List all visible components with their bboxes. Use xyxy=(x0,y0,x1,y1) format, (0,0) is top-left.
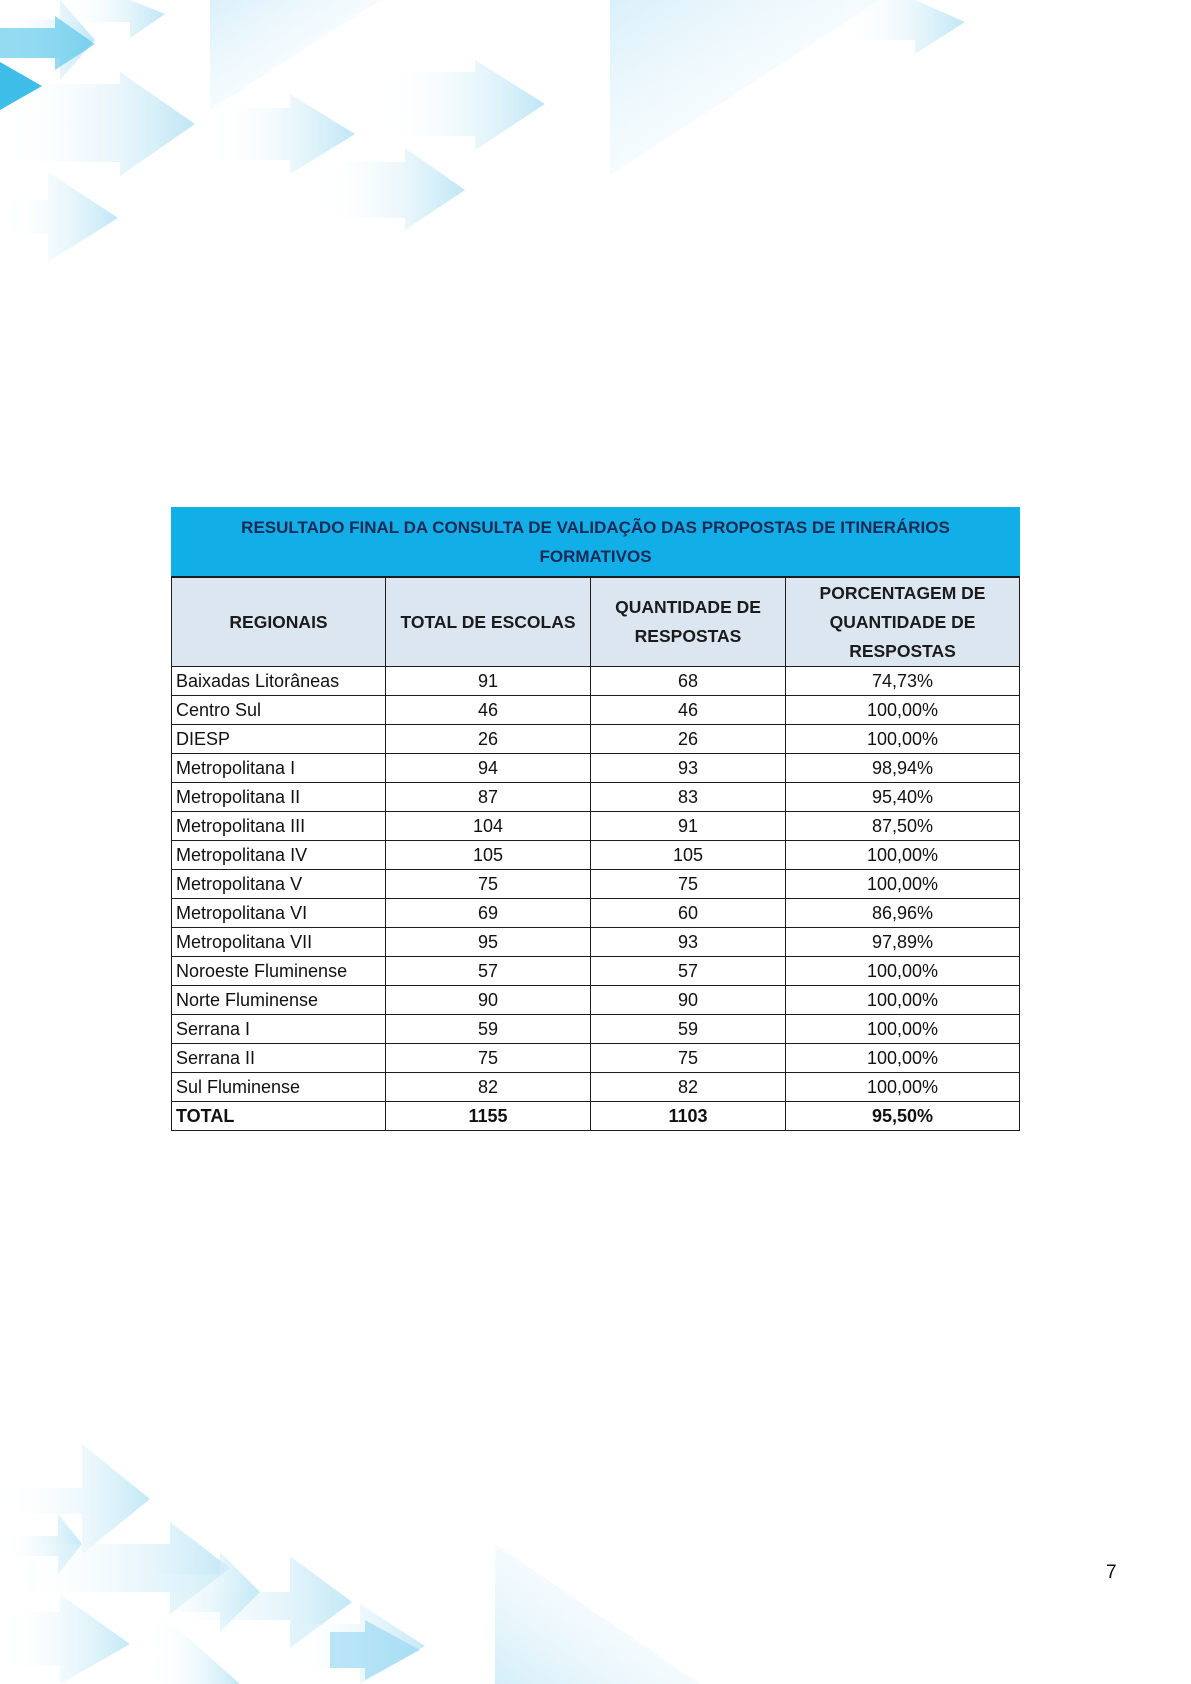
total-row xyxy=(172,1102,1020,1131)
total-cell: 104 xyxy=(386,812,591,841)
responses-cell: 26 xyxy=(591,725,786,754)
region-cell: Baixadas Litorâneas xyxy=(172,667,386,696)
responses-cell: 90 xyxy=(591,986,786,1015)
region-cell: Metropolitana III xyxy=(172,812,386,841)
table-row xyxy=(172,783,1020,812)
percent-cell: 100,00% xyxy=(786,1073,1020,1102)
responses-cell: 75 xyxy=(591,1044,786,1073)
total-cell: 57 xyxy=(386,957,591,986)
region-cell: Metropolitana I xyxy=(172,754,386,783)
table-row xyxy=(172,812,1020,841)
responses-cell: 68 xyxy=(591,667,786,696)
total-cell: 59 xyxy=(386,1015,591,1044)
table-row xyxy=(172,870,1020,899)
table-row xyxy=(172,1073,1020,1102)
region-cell: Noroeste Fluminense xyxy=(172,957,386,986)
percent-cell: 100,00% xyxy=(786,725,1020,754)
total-schools-sum: 1155 xyxy=(386,1102,591,1131)
total-cell: 46 xyxy=(386,696,591,725)
responses-cell: 60 xyxy=(591,899,786,928)
region-cell: Sul Fluminense xyxy=(172,1073,386,1102)
table-row xyxy=(172,725,1020,754)
total-cell: 87 xyxy=(386,783,591,812)
responses-cell: 105 xyxy=(591,841,786,870)
total-cell: 75 xyxy=(386,870,591,899)
table-row xyxy=(172,1015,1020,1044)
region-cell: Metropolitana VI xyxy=(172,899,386,928)
table-row xyxy=(172,754,1020,783)
table-row xyxy=(172,957,1020,986)
responses-cell: 83 xyxy=(591,783,786,812)
total-cell: 26 xyxy=(386,725,591,754)
responses-cell: 75 xyxy=(591,870,786,899)
page-number: 7 xyxy=(1106,1562,1117,1583)
footer-arrows-decoration xyxy=(0,1444,1191,1684)
percent-cell: 74,73% xyxy=(786,667,1020,696)
table-row xyxy=(172,667,1020,696)
percent-cell: 100,00% xyxy=(786,957,1020,986)
region-cell: Metropolitana V xyxy=(172,870,386,899)
region-cell: Metropolitana IV xyxy=(172,841,386,870)
responses-cell: 91 xyxy=(591,812,786,841)
total-label: TOTAL xyxy=(172,1102,386,1131)
responses-cell: 59 xyxy=(591,1015,786,1044)
total-cell: 75 xyxy=(386,1044,591,1073)
responses-cell: 93 xyxy=(591,754,786,783)
results-table xyxy=(171,507,1020,1131)
total-cell: 82 xyxy=(386,1073,591,1102)
responses-cell: 57 xyxy=(591,957,786,986)
header-total-escolas: TOTAL DE ESCOLAS xyxy=(386,577,591,667)
region-cell: Metropolitana VII xyxy=(172,928,386,957)
percent-cell: 98,94% xyxy=(786,754,1020,783)
percent-cell: 100,00% xyxy=(786,696,1020,725)
region-cell: Metropolitana II xyxy=(172,783,386,812)
region-cell: Centro Sul xyxy=(172,696,386,725)
table-row xyxy=(172,841,1020,870)
percent-cell: 86,96% xyxy=(786,899,1020,928)
total-cell: 105 xyxy=(386,841,591,870)
total-cell: 91 xyxy=(386,667,591,696)
percent-cell: 95,40% xyxy=(786,783,1020,812)
region-cell: Serrana II xyxy=(172,1044,386,1073)
total-cell: 90 xyxy=(386,986,591,1015)
responses-cell: 82 xyxy=(591,1073,786,1102)
responses-cell: 93 xyxy=(591,928,786,957)
total-cell: 95 xyxy=(386,928,591,957)
total-percent: 95,50% xyxy=(786,1102,1020,1131)
table-row xyxy=(172,696,1020,725)
percent-cell: 100,00% xyxy=(786,870,1020,899)
table-title: RESULTADO FINAL DA CONSULTA DE VALIDAÇÃO DAS PROPOSTAS DE ITINERÁRIOS FORMATIVOS xyxy=(172,508,1020,578)
percent-cell: 100,00% xyxy=(786,1015,1020,1044)
header-porcentagem: PORCENTAGEM DE QUANTIDADE DE RESPOSTAS xyxy=(786,577,1020,667)
header-arrows-decoration xyxy=(0,0,1191,270)
total-responses-sum: 1103 xyxy=(591,1102,786,1131)
percent-cell: 100,00% xyxy=(786,986,1020,1015)
percent-cell: 100,00% xyxy=(786,1044,1020,1073)
table-row xyxy=(172,986,1020,1015)
percent-cell: 100,00% xyxy=(786,841,1020,870)
table-row xyxy=(172,899,1020,928)
region-cell: Serrana I xyxy=(172,1015,386,1044)
region-cell: Norte Fluminense xyxy=(172,986,386,1015)
total-cell: 69 xyxy=(386,899,591,928)
percent-cell: 97,89% xyxy=(786,928,1020,957)
results-table-container xyxy=(171,507,1019,1131)
responses-cell: 46 xyxy=(591,696,786,725)
region-cell: DIESP xyxy=(172,725,386,754)
table-row xyxy=(172,1044,1020,1073)
total-cell: 94 xyxy=(386,754,591,783)
header-quantidade-respostas: QUANTIDADE DE RESPOSTAS xyxy=(591,577,786,667)
header-regionais: REGIONAIS xyxy=(172,577,386,667)
percent-cell: 87,50% xyxy=(786,812,1020,841)
table-row xyxy=(172,928,1020,957)
